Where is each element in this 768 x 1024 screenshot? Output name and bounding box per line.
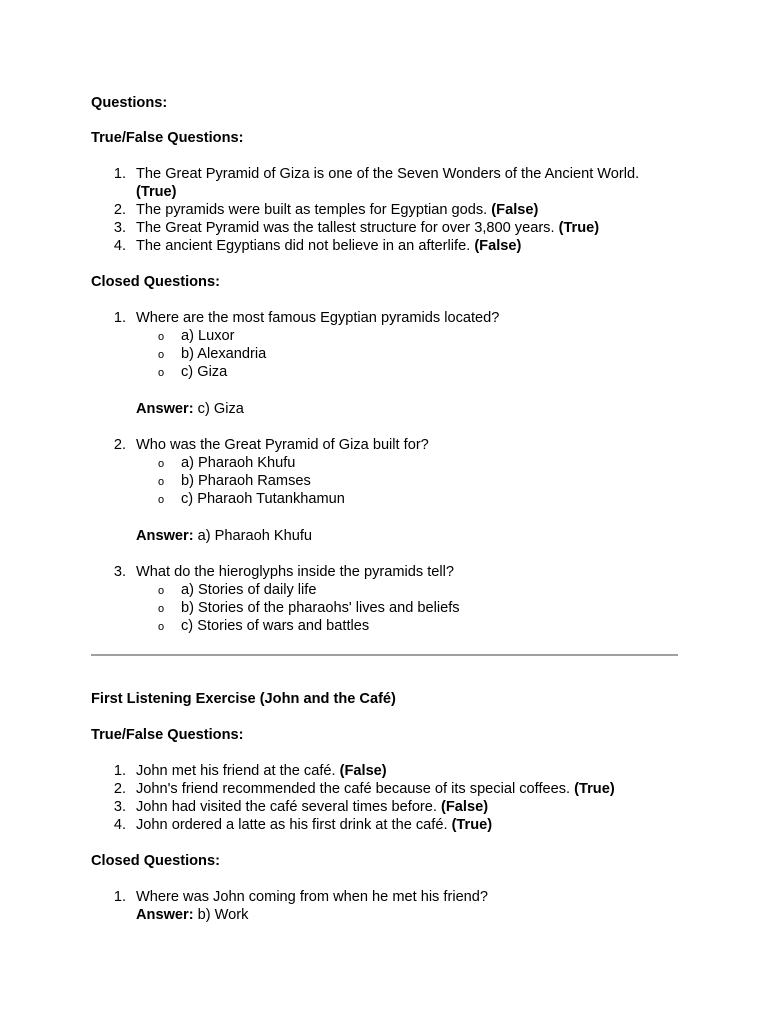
answer-value: b) Work — [197, 907, 249, 923]
tf-item-text: The Great Pyramid was the tallest structure for over 3,800 years. — [136, 220, 555, 236]
tf-item-text: John's friend recommended the café because of its special coffees. — [136, 781, 571, 797]
page-heading: Questions: — [91, 95, 168, 111]
tf-item-answer: (False) — [474, 238, 522, 254]
tf-item-text: John met his friend at the café. — [136, 763, 336, 779]
bullet-icon: o — [158, 458, 165, 470]
tf-item-text: The ancient Egyptians did not believe in an afterlife. — [136, 238, 471, 254]
answer-line — [136, 400, 244, 418]
section-heading: First Listening Exercise (John and the Café) — [91, 691, 396, 707]
bullet-icon: o — [158, 621, 165, 633]
tf-item-text: John had visited the café several times before. — [136, 799, 437, 815]
tf-item-number: 2. — [113, 202, 126, 218]
tf-item-number: 3. — [113, 799, 126, 815]
tf-item-number: 2. — [113, 781, 126, 797]
tf-item — [136, 816, 492, 834]
answer-line — [136, 527, 312, 545]
closed-item-number: 1. — [113, 310, 126, 326]
tf-item-text: John ordered a latte as his first drink at the café. — [136, 817, 448, 833]
tf-item — [136, 237, 521, 255]
tf-item-answer: (True) — [136, 184, 177, 200]
tf-item-number: 3. — [113, 220, 126, 236]
bullet-icon: o — [158, 585, 165, 597]
bullet-icon: o — [158, 331, 165, 343]
option: c) Giza — [181, 364, 228, 380]
answer-line — [136, 906, 248, 924]
answer-value: a) Pharaoh Khufu — [197, 528, 313, 544]
bullet-icon: o — [158, 476, 165, 488]
tf-item-answer: (True) — [558, 220, 600, 236]
closed-question: What do the hieroglyphs inside the pyramids tell? — [136, 564, 454, 580]
closed-item-number: 3. — [113, 564, 126, 580]
tf-item-number: 4. — [113, 238, 126, 254]
closed-question: Where was John coming from when he met his friend? — [136, 889, 489, 905]
tf-item-answer: (True) — [451, 817, 493, 833]
horizontal-divider — [91, 654, 678, 656]
tf-item-text: The Great Pyramid of Giza is one of the Seven Wonders of the Ancient World. — [136, 166, 640, 182]
tf-item-number: 1. — [113, 166, 126, 182]
closed-item-number: 1. — [113, 889, 126, 905]
tf-item-number: 4. — [113, 817, 126, 833]
option: b) Pharaoh Ramses — [181, 473, 311, 489]
tf-item — [136, 780, 615, 798]
option: a) Stories of daily life — [181, 582, 317, 598]
option: b) Alexandria — [181, 346, 267, 362]
bullet-icon: o — [158, 367, 165, 379]
tf-item-answer: (False) — [491, 202, 539, 218]
tf-heading: True/False Questions: — [91, 130, 244, 146]
option: c) Stories of wars and battles — [181, 618, 370, 634]
tf-item-answer: (False) — [339, 763, 387, 779]
answer-label: Answer: — [136, 401, 194, 417]
bullet-icon: o — [158, 603, 165, 615]
tf-item — [136, 762, 387, 780]
closed-question: Where are the most famous Egyptian pyramids located? — [136, 310, 500, 326]
closed-heading: Closed Questions: — [91, 274, 220, 290]
option: a) Pharaoh Khufu — [181, 455, 296, 471]
tf-item — [136, 201, 538, 219]
tf-heading: True/False Questions: — [91, 727, 244, 743]
tf-item-number: 1. — [113, 763, 126, 779]
bullet-icon: o — [158, 494, 165, 506]
closed-question: Who was the Great Pyramid of Giza built for? — [136, 437, 429, 453]
tf-item-answer: (False) — [441, 799, 489, 815]
option: b) Stories of the pharaohs' lives and beliefs — [181, 600, 460, 616]
answer-value: c) Giza — [197, 401, 244, 417]
tf-item-answer: (True) — [574, 781, 615, 797]
closed-item-number: 2. — [113, 437, 126, 453]
closed-heading: Closed Questions: — [91, 853, 220, 869]
option: a) Luxor — [181, 328, 235, 344]
answer-label: Answer: — [136, 528, 194, 544]
tf-item — [136, 798, 488, 816]
tf-item-text: The pyramids were built as temples for Egyptian gods. — [136, 202, 488, 218]
bullet-icon: o — [158, 349, 165, 361]
option: c) Pharaoh Tutankhamun — [181, 491, 345, 507]
tf-item — [136, 219, 599, 237]
answer-label: Answer: — [136, 907, 194, 923]
